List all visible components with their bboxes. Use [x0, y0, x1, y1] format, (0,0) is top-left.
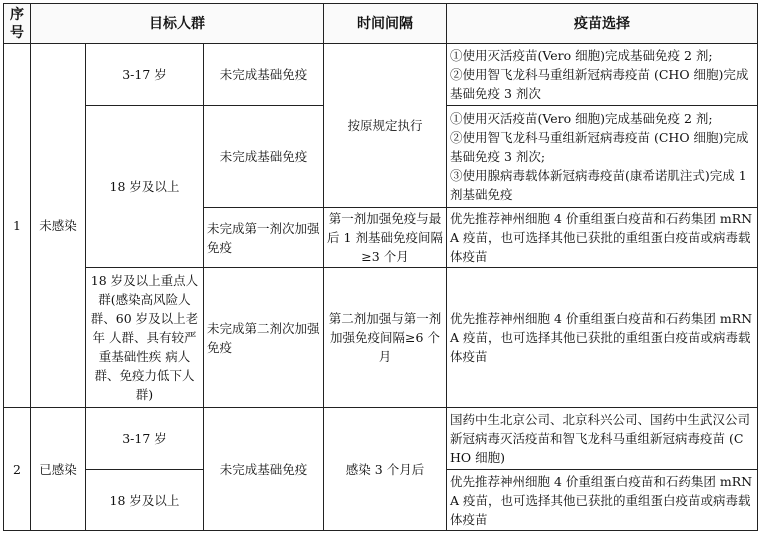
- immunization-state: 未完成第二剂次加强免疫: [204, 268, 324, 408]
- table-row: [4, 268, 758, 408]
- vaccine-option: ①使用灭活疫苗(Vero 细胞)完成基础免疫 2 剂;: [450, 111, 713, 126]
- infection-status: 未感染: [31, 44, 86, 408]
- vaccine-choice-cell: [447, 44, 758, 106]
- age-group: 18 岁及以上重点人群(感染高风险人群、60 岁及以上老年 人群、具有较严重基础性疾 病人群、免疫力低下人群): [86, 268, 204, 408]
- immunization-state: 未完成基础免疫: [204, 408, 324, 531]
- vaccine-option: ①使用灭活疫苗(Vero 细胞)完成基础免疫 2 剂;: [450, 48, 713, 63]
- table-row: [4, 44, 758, 106]
- age-group: 3-17 岁: [86, 408, 204, 470]
- vaccine-choice-cell: [447, 106, 758, 208]
- vaccination-schedule-table: [3, 3, 758, 531]
- infection-status: 已感染: [31, 408, 86, 531]
- interval-cell: 感染 3 个月后: [324, 408, 447, 531]
- immunization-state: 未完成第一剂次加强免疫: [204, 208, 324, 268]
- row-number: 2: [4, 408, 31, 531]
- immunization-state: 未完成基础免疫: [204, 106, 324, 208]
- age-group: 3-17 岁: [86, 44, 204, 106]
- vaccine-option: ③使用腺病毒载体新冠病毒疫苗(康希诺肌注式)完成 1 剂基础免疫: [450, 168, 747, 202]
- immunization-state: 未完成基础免疫: [204, 44, 324, 106]
- vaccine-choice-cell: 国药中生北京公司、北京科兴公司、国药中生武汉公司新冠病毒灭活疫苗和智飞龙科马重组新冠病毒疫苗 (CHO 细胞): [447, 408, 758, 470]
- interval-cell: 按原规定执行: [324, 44, 447, 208]
- interval-cell: 第一剂加强免疫与最后 1 剂基础免疫间隔≥3 个月: [324, 208, 447, 268]
- vaccine-option: ②使用智飞龙科马重组新冠病毒疫苗 (CHO 细胞)完成基础免疫 3 剂次;: [450, 130, 749, 164]
- header-interval: 时间间隔: [324, 4, 447, 44]
- interval-cell: 第二剂加强与第一剂加强免疫间隔≥6 个月: [324, 268, 447, 408]
- vaccine-choice-cell: 优先推荐神州细胞 4 价重组蛋白疫苗和石药集团 mRNA 疫苗，也可选择其他已获批的重组蛋白疫苗或病毒载体疫苗: [447, 208, 758, 268]
- vaccine-choice-cell: 优先推荐神州细胞 4 价重组蛋白疫苗和石药集团 mRNA 疫苗，也可选择其他已获批的重组蛋白疫苗或病毒载体疫苗: [447, 268, 758, 408]
- age-group: 18 岁及以上: [86, 470, 204, 531]
- table-row: [4, 408, 758, 470]
- vaccine-option: ②使用智飞龙科马重组新冠病毒疫苗 (CHO 细胞)完成基础免疫 3 剂次: [450, 67, 749, 101]
- row-number: 1: [4, 44, 31, 408]
- age-group: 18 岁及以上: [86, 106, 204, 268]
- header-seq: 序号: [4, 4, 31, 44]
- table-header-row: [4, 4, 758, 44]
- header-target-group: 目标人群: [31, 4, 324, 44]
- vaccine-choice-cell: 优先推荐神州细胞 4 价重组蛋白疫苗和石药集团 mRNA 疫苗，也可选择其他已获批的重组蛋白疫苗或病毒载体疫苗: [447, 470, 758, 531]
- header-vaccine-choice: 疫苗选择: [447, 4, 758, 44]
